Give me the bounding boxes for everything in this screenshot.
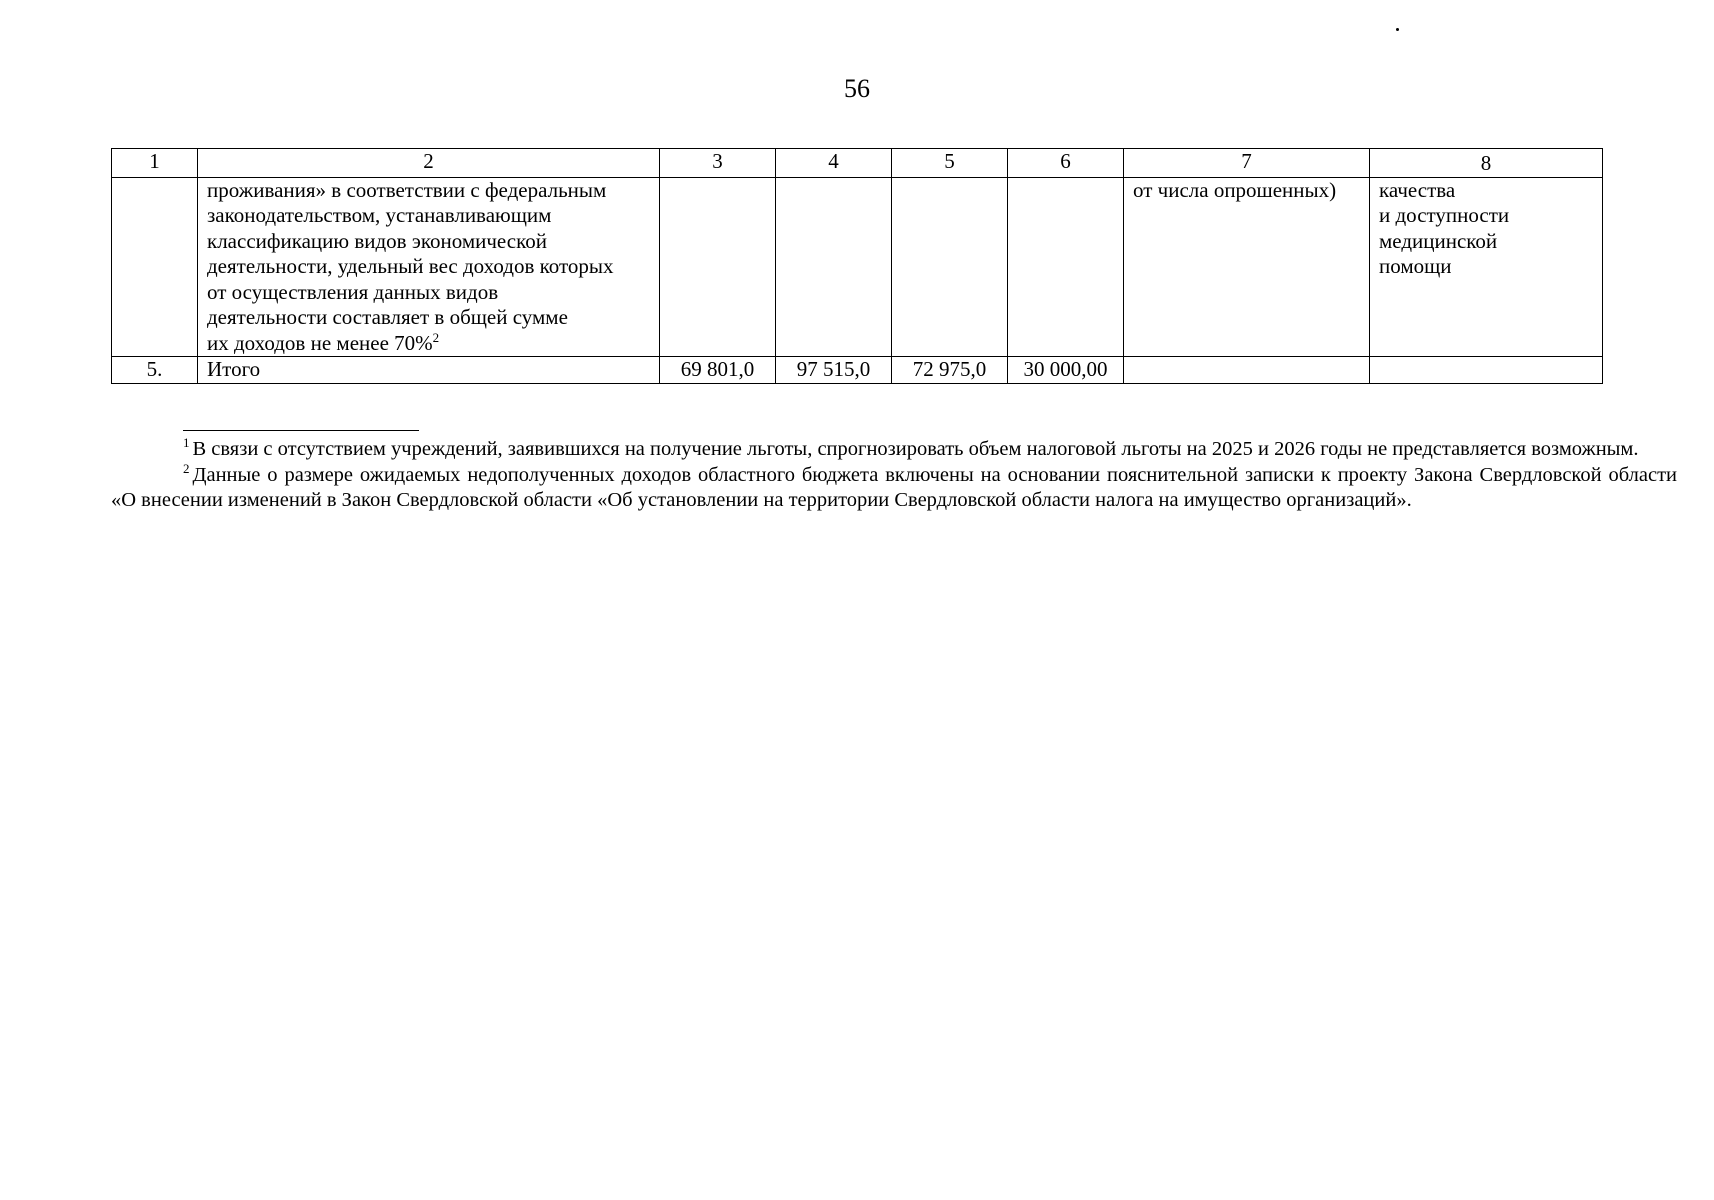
header-cell: 8 [1370,149,1603,178]
footnote-2 [111,460,1677,514]
table-cell: 69 801,0 [660,357,776,384]
table-cell [892,177,1008,357]
footnotes [111,437,1677,514]
table-cell [660,177,776,357]
header-cell: 4 [776,149,892,178]
footnote-1 [111,437,1677,463]
table-cell: Итого [198,357,660,384]
table-cell [1008,177,1124,357]
table-cell: 30 000,00 [1008,357,1124,384]
header-cell: 7 [1124,149,1370,178]
table-cell: 97 515,0 [776,357,892,384]
table-cell-description [198,177,660,357]
footnote-ref: 2 [432,329,440,345]
header-cell: 2 [198,149,660,178]
header-cell: 3 [660,149,776,178]
table-cell [1124,357,1370,384]
header-cell: 1 [112,149,198,178]
table-cell [112,177,198,357]
footnote-text: Данные о размере ожидаемых недополученных доходов областного бюджета включены на основании пояснительной записки к проекту Закона Свердловской области «О внесении изменений в Закон Свердловской области «Об установлении на территории Свердловской области налога на имущество организаций». [111,463,1677,511]
table-header-row [112,149,1603,178]
table-row-total [112,357,1603,384]
cell-text: качества и доступности медицинской помощи [1379,177,1510,278]
header-cell: 6 [1008,149,1124,178]
header-cell: 5 [892,149,1008,178]
data-table [111,148,1603,384]
cell-text: от числа опрошенных) [1133,177,1337,202]
footnote-separator [183,430,419,431]
table-cell [1370,177,1603,357]
scan-dot [1396,28,1399,31]
footnote-text: В связи с отсутствием учреждений, заявившихся на получение льготы, спрогнозировать объем налоговой льготы на 2025 и 2026 годы не представляется возможным. [192,438,1639,460]
table-cell: 5. [112,357,198,384]
footnote-mark: 1 [183,435,190,451]
description-text: проживания» в соответствии с федеральным законодательством, устанавливающим классификацию видов экономической деятельности, удельный вес доходов которых от осуществления данных видов деятельности составляет в общей сумме их доходов не менее 70% [207,177,614,355]
table-cell [1124,177,1370,357]
footnote-mark: 2 [183,460,190,476]
table-cell [776,177,892,357]
page-number: 56 [844,74,870,103]
table-row [112,177,1603,357]
table-cell: 72 975,0 [892,357,1008,384]
table-cell [1370,357,1603,384]
